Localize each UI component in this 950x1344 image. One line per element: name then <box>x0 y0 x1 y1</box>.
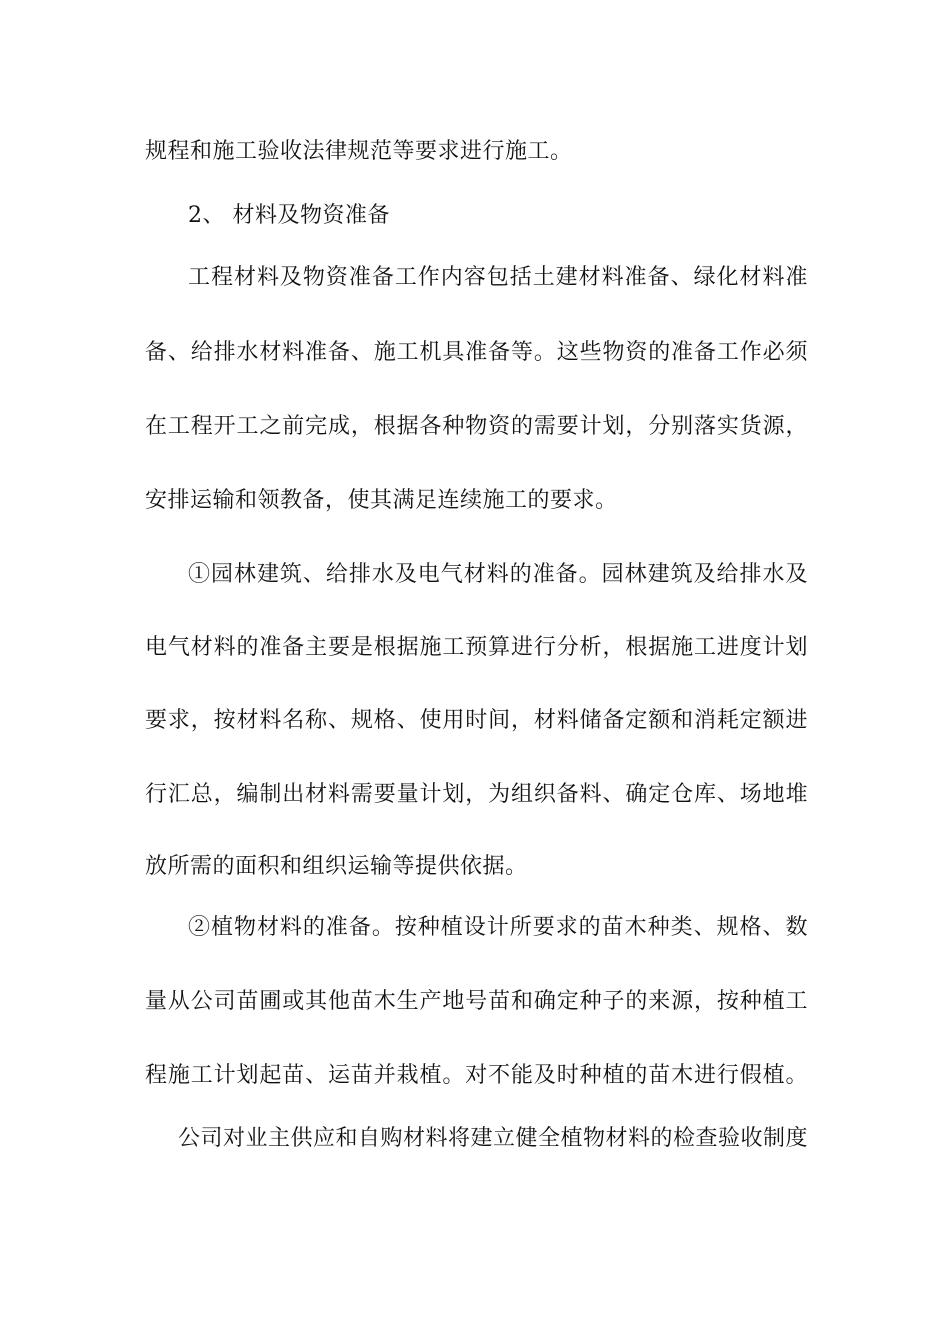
text-line-8: 电气材料的准备主要是根据施工预算进行分析，根据施工进度计划 <box>145 635 808 660</box>
text-line-13: 量从公司苗圃或其他苗木生产地号苗和确定种子的来源，按种植工 <box>145 989 808 1014</box>
text-line-7: ①园林建筑、给排水及电气材料的准备。园林建筑及给排水及 <box>188 562 808 587</box>
text-line-11: 放所需的面积和组织运输等提供依据。 <box>145 854 528 879</box>
section-heading: 2、 材料及物资准备 <box>188 203 390 228</box>
text-line-10: 行汇总，编制出材料需要量计划，为组织备料、确定仓库、场地堆 <box>145 782 808 807</box>
text-line-9: 要求，按材料名称、规格、使用时间，材料储备定额和消耗定额进 <box>145 708 808 733</box>
text-line-4: 备、给排水材料准备、施工机具准备等。这些物资的准备工作必须 <box>145 340 808 365</box>
text-line-12: ②植物材料的准备。按种植设计所要求的苗木种类、规格、数 <box>188 915 808 940</box>
text-line-5: 在工程开工之前完成，根据各种物资的需要计划，分别落实货源， <box>145 414 808 439</box>
text-line-6: 安排运输和领教备，使其满足连续施工的要求。 <box>145 488 618 513</box>
text-line-14: 程施工计划起苗、运苗并栽植。对不能及时种植的苗木进行假植。 <box>145 1063 808 1088</box>
text-line-3: 工程材料及物资准备工作内容包括土建材料准备、绿化材料准 <box>188 265 808 290</box>
text-line-1: 规程和施工验收法律规范等要求进行施工。 <box>145 139 573 164</box>
text-line-15: 公司对业主供应和自购材料将建立健全植物材料的检查验收制度 <box>178 1126 809 1151</box>
